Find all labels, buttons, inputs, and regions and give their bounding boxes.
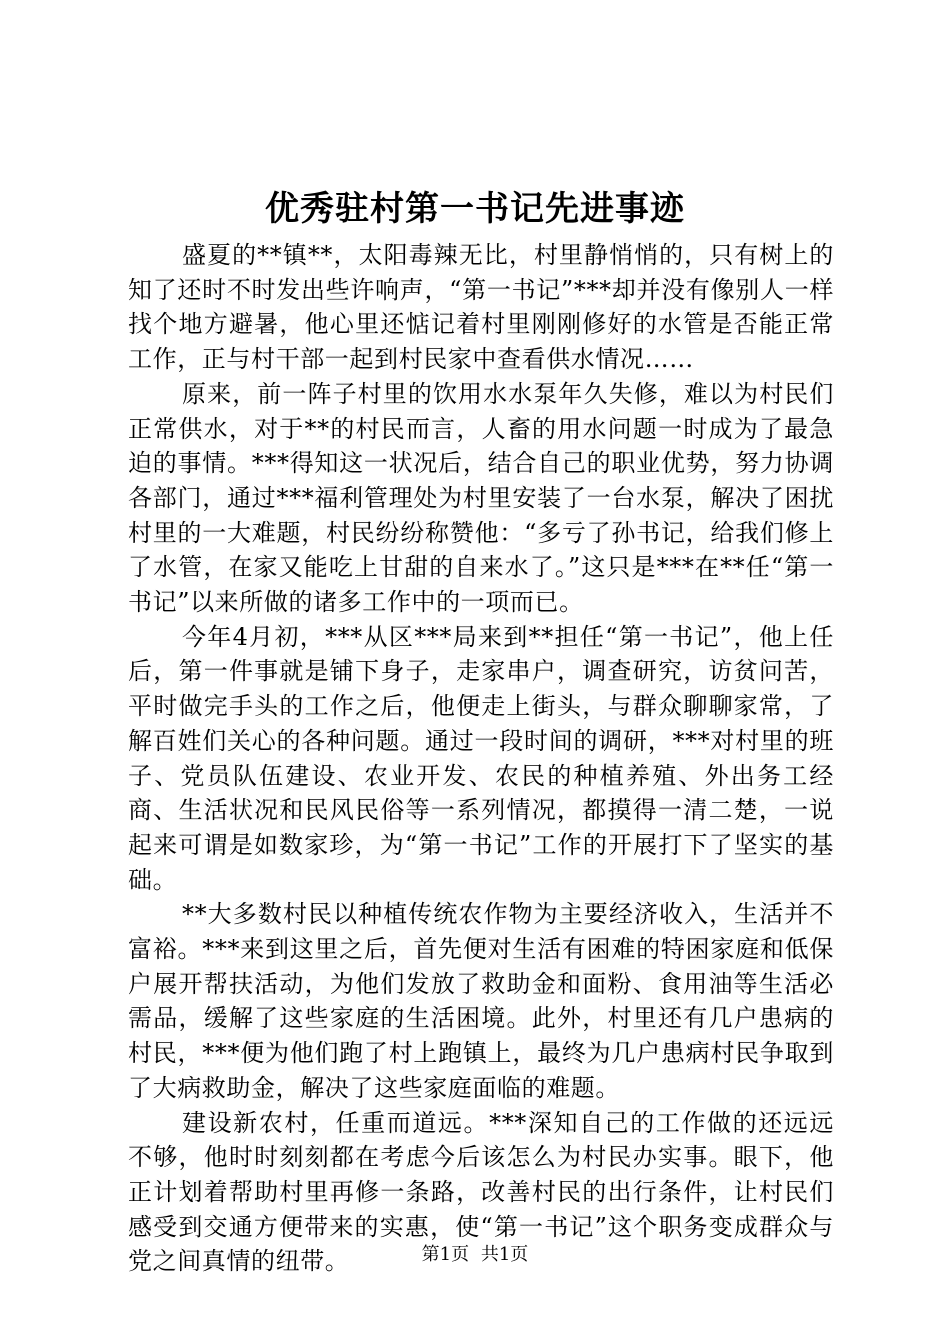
page-number: 第1页 (421, 1244, 470, 1265)
document-body (128, 238, 834, 1279)
document-title: 优秀驻村第一书记先进事迹 (265, 189, 685, 229)
page-footer (0, 1242, 950, 1268)
paragraph-3: 今年4月初，***从区***局来到**担任“第一书记”，他上任后，第一件事就是铺下身子，走家串户，调查研究，访贫问苦，平时做完手头的工作之后，他便走上街头，与群众聊聊家常，了解百姓们关心的各种问题。通过一段时间的调研，***对村里的班子、党员队伍建设、农业开发、农民的种植养殖、外出务工经商、生活状况和民风民俗等一系列情况，都摸得一清二楚，一说起来可谓是如数家珍，为“第一书记”工作的开展打下了坚实的基础。 (128, 622, 834, 894)
paragraph-2: 原来，前一阵子村里的饮用水水泵年久失修，难以为村民们正常供水，对于**的村民而言，人畜的用水问题一时成为了最急迫的事情。***得知这一状况后，结合自己的职业优势，努力协调各部门，通过***福利管理处为村里安装了一台水泵，解决了困扰村里的一大难题，村民纷纷称赞他：“多亏了孙书记，给我们修上了水管，在家又能吃上甘甜的自来水了。”这只是***在**任“第一书记”以来所做的诸多工作中的一项而已。 (128, 379, 834, 617)
page-total: 共1页 (480, 1244, 529, 1265)
paragraph-5: 建设新农村，任重而道远。***深知自己的工作做的还远远不够，他时时刻刻都在考虑今后该怎么为村民办实事。眼下，他正计划着帮助村里再修一条路，改善村民的出行条件，让村民们感受到交通方便带来的实惠，使“第一书记”这个职务变成群众与党之间真情的纽带。 (128, 1108, 834, 1276)
paragraph-1: 盛夏的**镇**，太阳毒辣无比，村里静悄悄的，只有树上的知了还时不时发出些许响声，“第一书记”***却并没有像别人一样找个地方避暑，他心里还惦记着村里刚刚修好的水管是否能正常工作，正与村干部一起到村民家中查看供水情况…… (128, 241, 834, 374)
paragraph-4: **大多数村民以种植传统农作物为主要经济收入，生活并不富裕。***来到这里之后，首先便对生活有困难的特困家庭和低保户展开帮扶活动，为他们发放了救助金和面粉、食用油等生活必需品，缓解了这些家庭的生活困境。此外，村里还有几户患病的村民，***便为他们跑了村上跑镇上，最终为几户患病村民争取到了大病救助金，解决了这些家庭面临的难题。 (128, 900, 834, 1102)
